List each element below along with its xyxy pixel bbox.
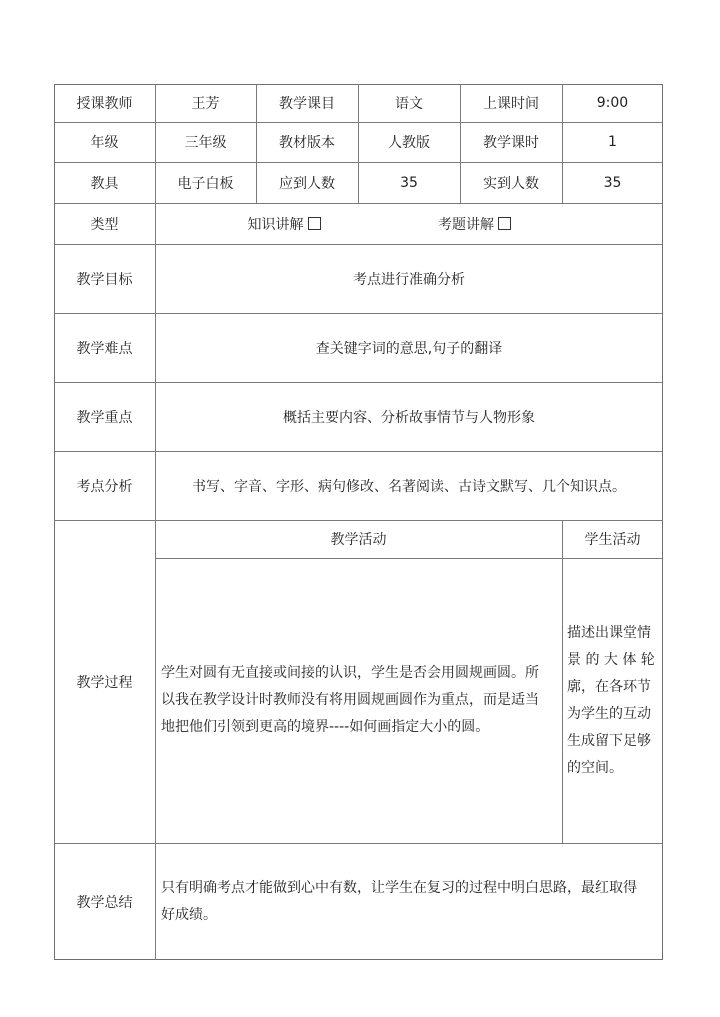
value-textbook-edition: 人教版 [388,135,430,151]
label-expected-count: 应到人数 [279,175,335,192]
value-actual-count: 35 [603,174,622,191]
text-line: 只有明确考点才能做到心中有数，让学生在复习的过程中明白思路，最红取得 [161,879,637,896]
text-line: 廓，在各环节 [567,678,651,695]
label-teaching-difficulty: 教学难点 [76,340,133,357]
label-class-time: 上课时间 [483,96,539,112]
text-line: 的空间。 [567,759,623,776]
text-line: 地把他们引领到更高的境界----如何画指定大小的圆。 [161,719,490,735]
text-line: 以我在教学设计时教师没有将用圆规画圆作为重点，而是适当 [161,692,539,708]
label-textbook-edition: 教材版本 [279,135,335,151]
text-line: 生成留下足够 [567,732,651,749]
header-teacher-activity: 教学活动 [330,532,387,548]
label-subject: 教学课目 [279,96,335,112]
text-line: 为学生的互动 [567,705,651,722]
label-grade: 年级 [90,135,119,151]
content-exam-analysis: 书写、字音、字形、病句修改、名著阅读、古诗文默写、几个知识点。 [192,478,626,495]
value-lesson-hours: 1 [608,134,617,150]
label-type: 类型 [90,216,119,233]
text-line: 好成绩。 [161,906,217,923]
value-teaching-aids: 电子白板 [177,175,234,192]
content-teaching-focus: 概括主要内容、分析故事情节与人物形象 [283,409,535,426]
value-teacher: 王芳 [191,96,220,112]
label-teaching-goal: 教学目标 [76,271,133,288]
label-teaching-summary: 教学总结 [76,894,133,911]
type-option-knowledge[interactable] [155,203,358,244]
checkbox-icon[interactable] [498,217,511,230]
type-option-exam[interactable] [358,203,561,244]
teacher-activity-content [155,558,562,843]
option-label: 考题讲解 [438,216,494,233]
option-label: 知识讲解 [247,216,304,233]
label-teaching-focus: 教学重点 [76,409,133,426]
text-line: 景 的 大 体 轮 [567,651,655,668]
content-teaching-goal: 考点进行准确分析 [353,271,465,288]
label-actual-count: 实到人数 [483,175,539,192]
label-teacher: 授课教师 [76,96,133,112]
value-class-time: 9:00 [596,95,629,111]
content-teaching-difficulty: 查关键字词的意思,句子的翻译 [315,340,503,357]
label-lesson-hours: 教学课时 [483,135,539,151]
label-teaching-aids: 教具 [90,175,119,192]
header-student-activity: 学生活动 [584,532,641,548]
student-activity-content [562,558,663,843]
value-expected-count: 35 [400,174,418,191]
text-line: 描述出课堂情 [567,624,651,641]
value-subject: 语文 [395,96,423,112]
text-line: 学生对圆有无直接或间接的认识，学生是否会用圆规画圆。所 [161,665,539,681]
checkbox-icon[interactable] [308,217,321,230]
content-teaching-summary [155,843,663,960]
label-exam-analysis: 考点分析 [76,478,133,495]
value-grade: 三年级 [184,135,227,151]
label-teaching-process: 教学过程 [76,674,133,691]
